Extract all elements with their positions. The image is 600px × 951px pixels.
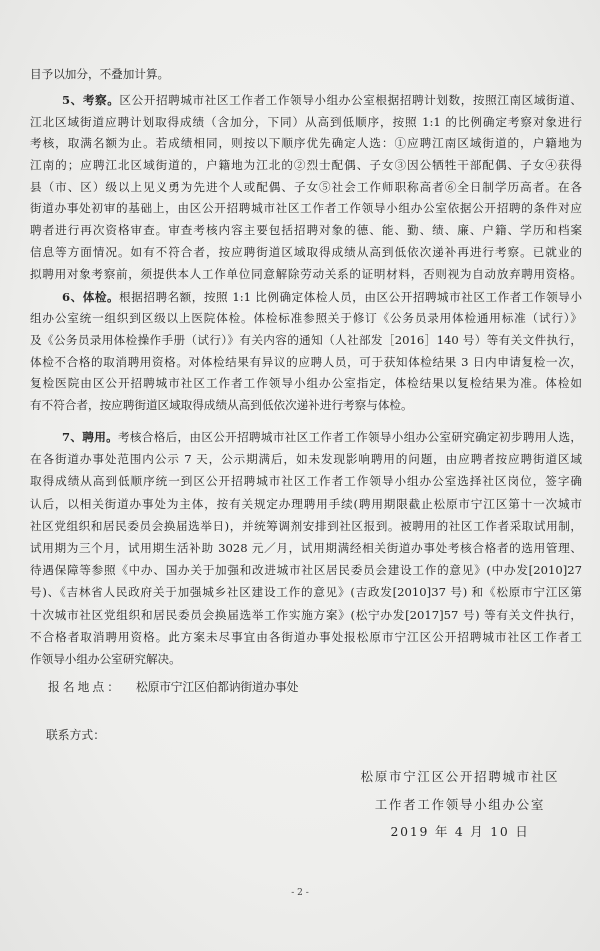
section7-heading: 7、聘用。 [62,430,118,444]
lead-paragraph [30,64,582,86]
section5-line: 江北区域街道应聘计划取得成绩（含加分，下同）从高到低顺序，按照 1:1 的比例确定考察对象进行 [30,114,582,129]
section6-line: 及《公务员录用体检操作手册（试行）》有关内容的通知（人社部发［2016］140 号）等有关文件执行， [30,332,582,347]
section7-line: 作领导小组办公室研究解决。 [30,651,181,666]
section-7-employment [30,426,582,670]
section6-line [62,287,582,309]
section5-line: 聘者进行再次资格审查。审查考核内容主要包括招聘对象的德、能、勤、绩、廉、户籍、学历和档案 [30,223,582,238]
registration-label: 报名地点： [48,680,122,694]
registration-location [48,676,298,698]
section7-line: 待遇保障等参照《中办、国办关于加强和改进城市社区居民委员会建设工作的意见》(中办发[2010]27 [30,563,582,578]
section7-line: 社区党组织和居民委员会换届选举日)，并统筹调剂安排到社区报到。被聘用的社区工作者采取试用制， [30,518,582,533]
registration-value: 松原市宁江区伯都讷街道办事处 [136,680,299,694]
section7-line-text: 考核合格后，由区公开招聘城市社区工作者工作领导小组办公室研究确定初步聘用人选， [118,430,582,444]
section5-heading: 5、考察。 [62,93,120,107]
section6-line: 有不符合者，按应聘街道区域取得成绩从高到低依次递补进行考察与体检。 [30,397,413,412]
section6-line: 复检医院由区公开招聘城市社区工作者工作领导小组办公室指定，体检结果以复检结果为准。体检如 [30,376,582,391]
section5-line: 信息等方面情况。如有不符合者，按应聘街道区域取得成绩从高到低依次递补再进行考察。已就业的 [30,244,582,259]
section7-line: 号)、《吉林省人民政府关于加强城乡社区建设工作的意见》(吉政发[2010]37 号) 和《松原市宁江区第 [30,585,582,600]
section7-line: 认后，以相关街道办事处为主体，按有关规定办理聘用手续(聘用期限截止松原市宁江区第十一次城市 [30,496,582,511]
section7-line: 十次城市社区党组织和居民委员会换届选举工作实施方案》(松宁办发[2017]57 号) 等有关文件执行， [30,607,582,622]
page-number: - 2 - [291,888,309,898]
section5-line-text: 区公开招聘城市社区工作者工作领导小组办公室根据招聘计划数，按照江南区域街道、 [119,93,582,107]
contact-info [46,724,105,746]
section6-line-text: 根据招聘名额，按照 1:1 比例确定体检人员，由区公开招聘城市社区工作者工作领导小 [119,289,582,304]
section5-line: 拟聘用对象考察前，须提供本人工作单位同意解除劳动关系的证明材料，否则视为自动放弃聘用资格。 [30,266,582,281]
signature-org-line2: 工作者工作领导小组办公室 [374,796,546,812]
section6-line: 组办公室统一组织到区级以上医院体检。体检标准参照关于修订《公务员录用体检通用标准（试行）》 [30,311,582,326]
lead-line: 目予以加分，不叠加计算。 [30,67,170,81]
section7-line: 试用期为三个月，试用期生活补助 3028 元／月，试用期满经相关街道办事处考核合格者的选用管理、 [30,540,582,555]
section7-line: 不合格者取消聘用资格。此方案未尽事宜由各街道办事处报松原市宁江区公开招聘城市社区工作者工 [30,629,582,644]
contact-label: 联系方式： [46,728,105,742]
section6-heading: 6、体检。 [62,289,120,304]
section5-line: 县（市、区）级以上见义勇为先进个人或配偶、子女⑤社会工作师职称高者⑥全日制学历高者。在各 [30,179,582,194]
section5-line: 考核，取满名额为止。若成绩相同，则按以下顺序优先确定人选：①应聘江南区域街道的，户籍地为 [30,136,582,151]
section7-line: 取得成绩从高到低顺序统一到区公开招聘城市社区工作者工作领导小组办公室选择社区岗位，签字确 [30,474,582,489]
signature-block [350,763,570,846]
section7-line: 在各街道办事处范围内公示 7 天，公示期满后，如未发现影响聘用的问题，由应聘者按应聘街道区域 [30,452,582,467]
section5-line: 江南的；应聘江北区域街道的，户籍地为江北的②烈士配偶、子女③因公牺牲干部配偶、子女④获得 [30,158,582,173]
section7-line [62,426,582,448]
section-5-inspection [30,90,582,285]
section5-line [62,90,582,112]
section-6-medical-exam [30,287,582,417]
signature-date: 2019 年 4 月 10 日 [390,824,530,839]
section5-line: 街道办事处初审的基础上，由区公开招聘城市社区工作者工作领导小组办公室依据公开招聘的条件对应 [30,201,582,216]
section6-line: 体检不合格的取消聘用资格。对体检结果有异议的应聘人员，可于获知体检结果 3 日内申请复检一次， [30,354,582,369]
signature-org-line1: 松原市宁江区公开招聘城市社区 [360,769,560,784]
